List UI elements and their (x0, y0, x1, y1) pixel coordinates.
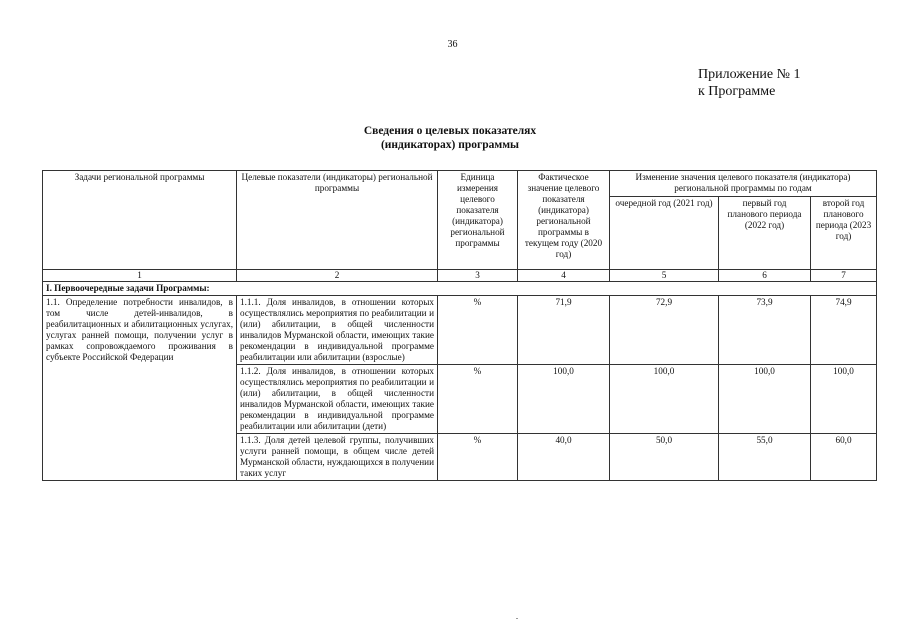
document-title (300, 124, 600, 152)
actual-value-cell: 40,0 (518, 434, 610, 481)
scan-speck (516, 618, 518, 619)
indicators-table (42, 170, 877, 481)
indicator-cell: 1.1.1. Доля инвалидов, в отношении которых осуществлялись мероприятия по реабилитации и (или) абилитации, в общей численности инвалидов Мурманской области, имеющих такие рекомендации в индивидуальной программе реабилитации или абилитации (взрослые) (237, 296, 438, 365)
value-2021-cell: 50,0 (610, 434, 719, 481)
value-2021-cell: 72,9 (610, 296, 719, 365)
value-2022-cell: 100,0 (719, 365, 811, 434)
appendix-caption (698, 66, 801, 100)
column-number: 2 (237, 270, 438, 282)
title-line-2: (индикаторах) программы (380, 139, 520, 151)
table-row (43, 296, 877, 365)
value-2021-cell: 100,0 (610, 365, 719, 434)
value-2023-cell: 100,0 (811, 365, 877, 434)
unit-cell: % (438, 434, 518, 481)
actual-value-cell: 71,9 (518, 296, 610, 365)
value-2022-cell: 55,0 (719, 434, 811, 481)
value-2023-cell: 60,0 (811, 434, 877, 481)
column-number: 3 (438, 270, 518, 282)
header-row-1 (43, 171, 877, 197)
column-number: 5 (610, 270, 719, 282)
title-line-1: Сведения о целевых показателях (363, 125, 537, 137)
appendix-line-1: Приложение № 1 (698, 67, 801, 82)
column-number-row (43, 270, 877, 282)
indicator-cell: 1.1.2. Доля инвалидов, в отношении которых осуществлялись мероприятия по реабилитации и (или) абилитации, в общей численности инвалидов Мурманской области, имеющих такие рекомендации в индивидуальной программе реабилитации или абилитации (дети) (237, 365, 438, 434)
header-tasks: Задачи региональной программы (43, 171, 237, 270)
column-number: 1 (43, 270, 237, 282)
value-2023-cell: 74,9 (811, 296, 877, 365)
column-number: 6 (719, 270, 811, 282)
page-number: 36 (447, 39, 458, 50)
header-unit: Единица измерения целевого показателя (индикатора) региональной программы (438, 171, 518, 270)
appendix-line-2: к Программе (698, 84, 776, 99)
header-change: Изменение значения целевого показателя (индикатора) региональной программы по годам (610, 171, 877, 197)
task-cell: 1.1. Определение потребности инвалидов, в том числе детей-инвалидов, в реабилитационных и абилитационных услугах, услугах ранней помощи, получении услуг в рамках сопровождаемого проживания в субъекте Российской Федерации (43, 296, 237, 481)
header-actual: Фактическое значение целевого показателя (индикатора) региональной программы в текущем году (2020 год) (518, 171, 610, 270)
header-year-2022: первый год планового периода (2022 год) (719, 197, 811, 270)
actual-value-cell: 100,0 (518, 365, 610, 434)
column-number: 7 (811, 270, 877, 282)
value-2022-cell: 73,9 (719, 296, 811, 365)
section-row (43, 282, 877, 296)
header-year-2021: очередной год (2021 год) (610, 197, 719, 270)
unit-cell: % (438, 365, 518, 434)
header-year-2023: второй год планового периода (2023 год) (811, 197, 877, 270)
section-title: I. Первоочередные задачи Программы: (43, 282, 877, 296)
unit-cell: % (438, 296, 518, 365)
column-number: 4 (518, 270, 610, 282)
header-indicators: Целевые показатели (индикаторы) региональной программы (237, 171, 438, 270)
indicator-cell: 1.1.3. Доля детей целевой группы, получивших услуги ранней помощи, в общем числе детей Мурманской области, нуждающихся в получении таких услуг (237, 434, 438, 481)
